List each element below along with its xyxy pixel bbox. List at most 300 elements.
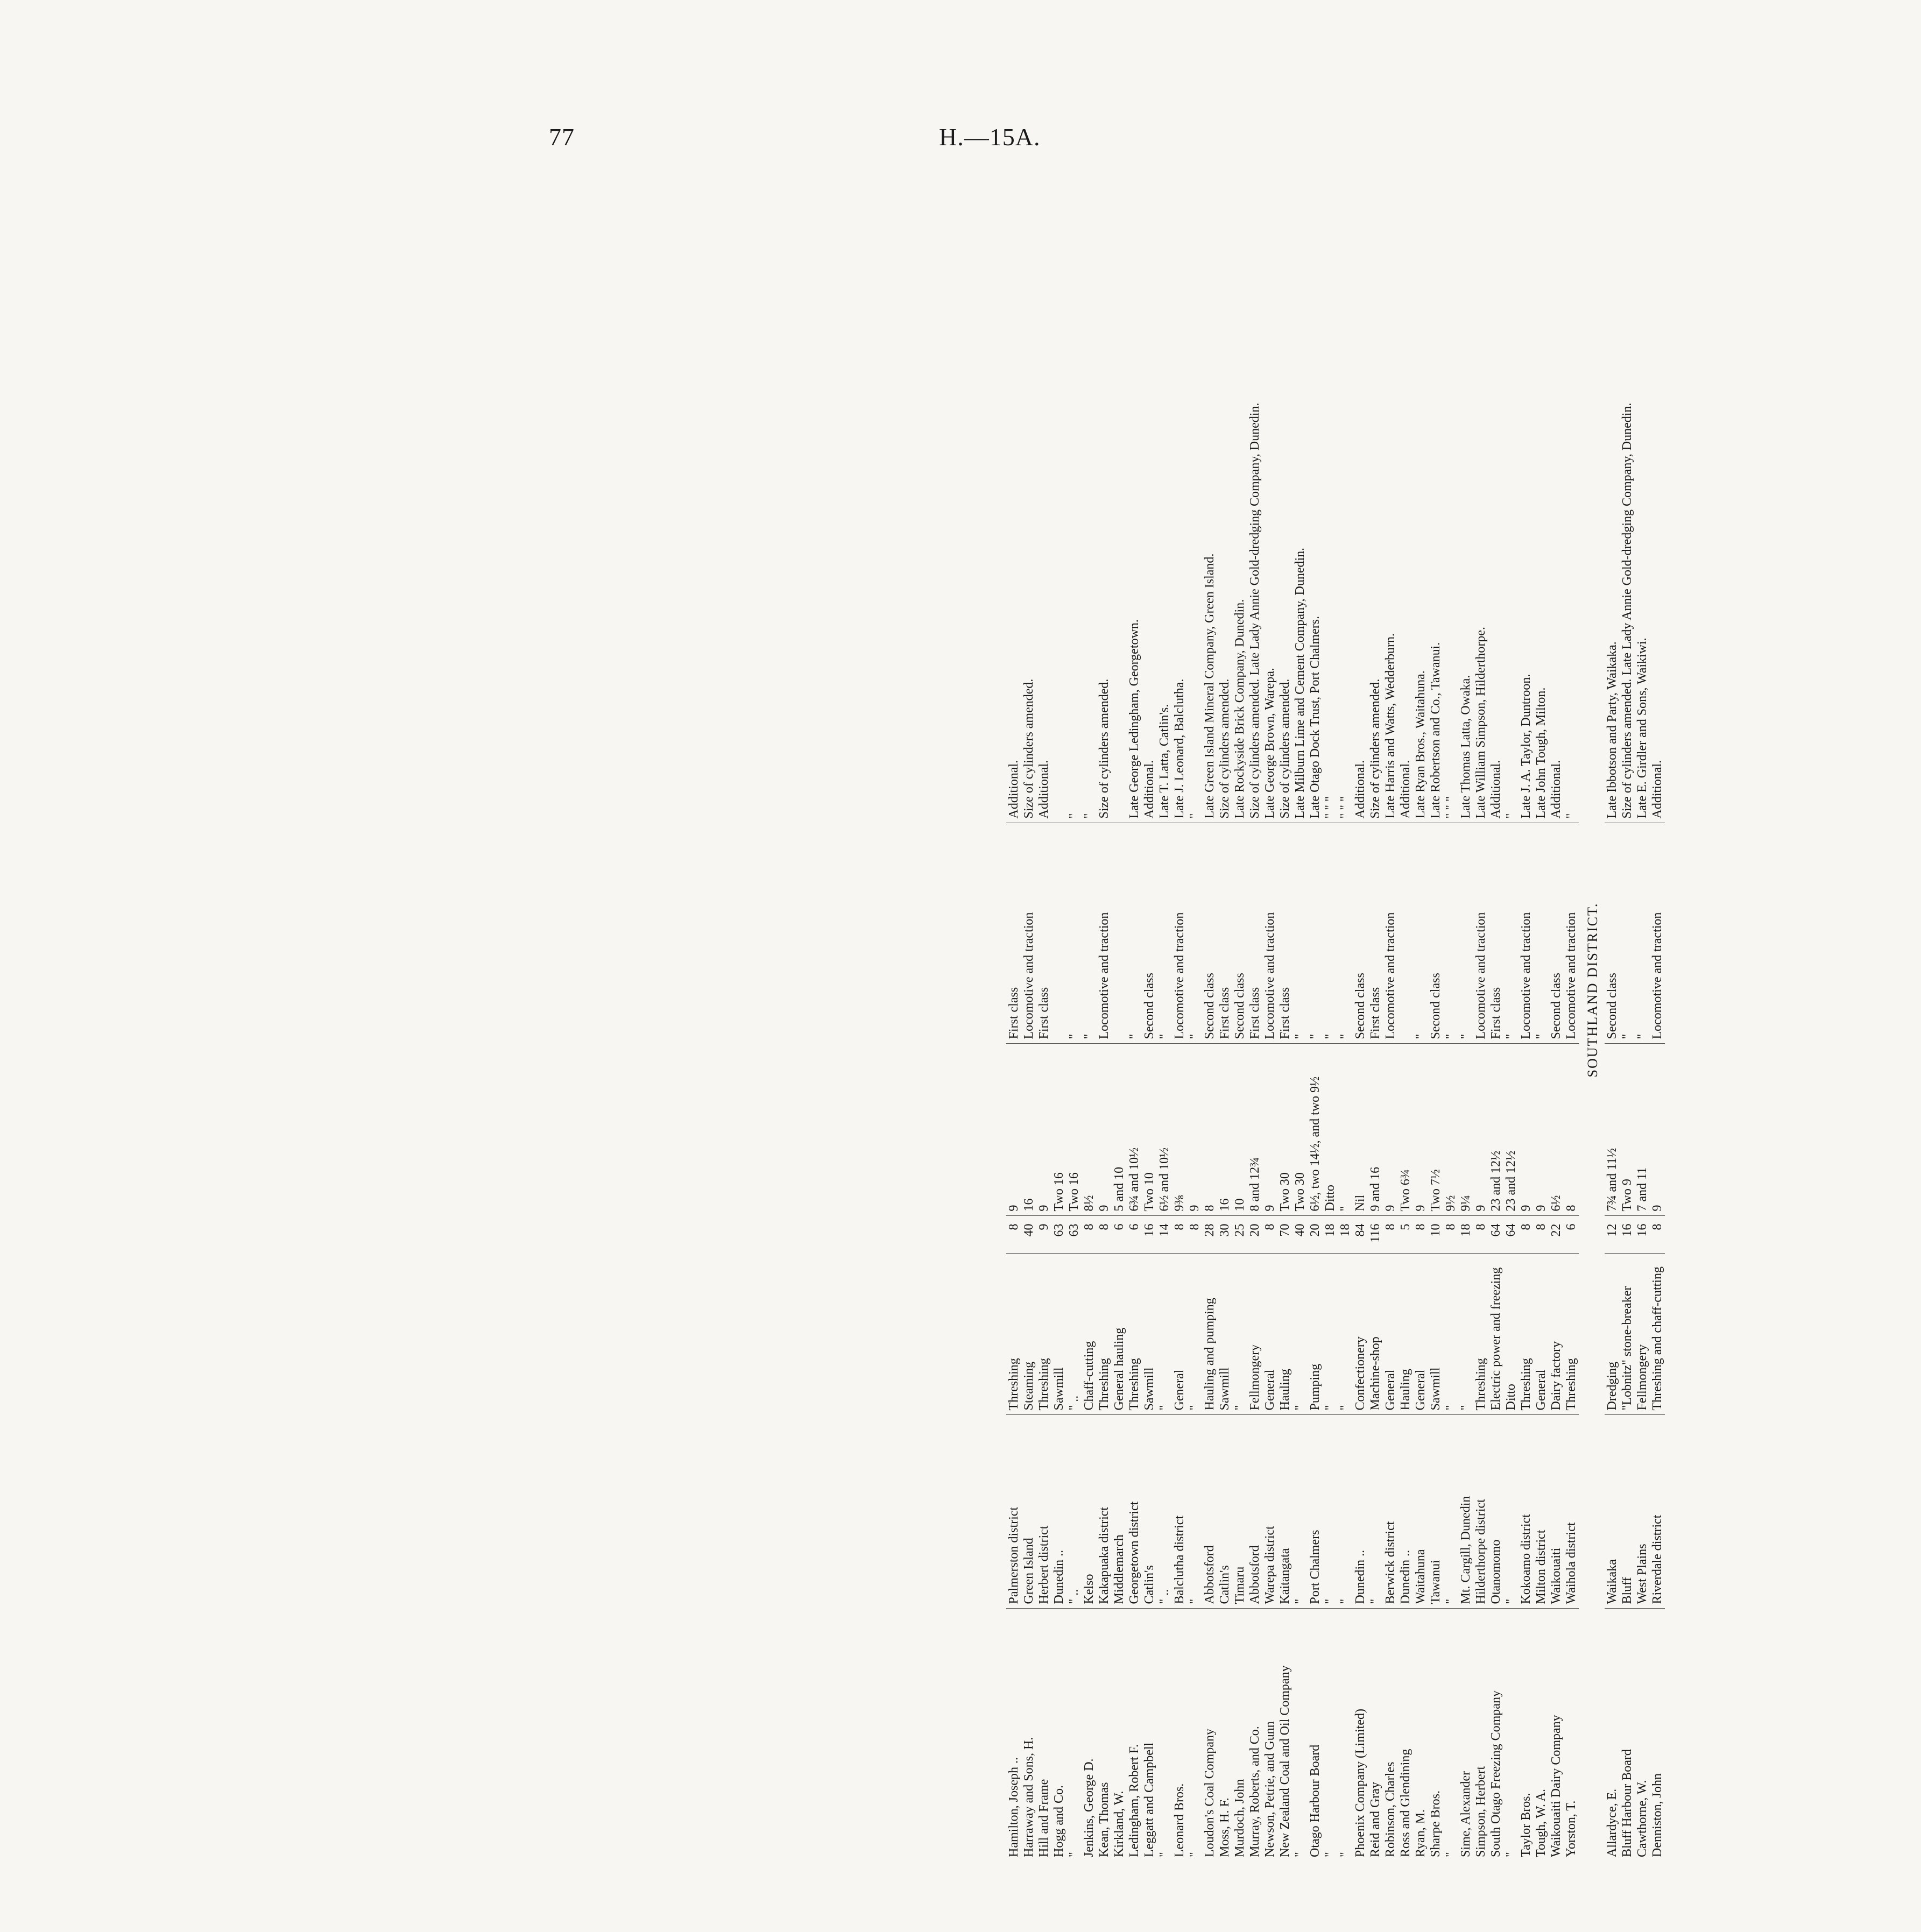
purpose-cell: " xyxy=(1187,1254,1202,1415)
remarks-cell: Late T. Latta, Catlin's. xyxy=(1157,118,1172,823)
district-heading-block xyxy=(1579,118,1605,1862)
owner-name-cell: Waikouaiti Dairy Company xyxy=(1549,1715,1563,1857)
locality-cell: Hilderthorpe district xyxy=(1473,1415,1488,1609)
remarks-cell: " xyxy=(1187,118,1202,823)
cylinders-cell: 10 xyxy=(1232,1044,1247,1216)
remarks-cell: Late Thomas Latta, Owaka. xyxy=(1458,118,1473,823)
locality-cell: Dunedin .. xyxy=(1051,1415,1067,1609)
owner-name-cell: " xyxy=(1293,1852,1307,1857)
owner-name-cell: Ross and Glendining xyxy=(1399,1749,1412,1857)
number-cell: 18 xyxy=(1338,1216,1353,1254)
purpose-cell: Sawmill xyxy=(1217,1254,1232,1415)
engine-class-cell: " xyxy=(1443,823,1458,1044)
owner-name-cell: " xyxy=(1444,1852,1458,1857)
cylinders-cell: 5 and 10 xyxy=(1112,1044,1127,1216)
locality-cell: " .. xyxy=(1067,1415,1082,1609)
engine-class-cell: Second class xyxy=(1232,823,1247,1044)
number-cell: 64 xyxy=(1488,1216,1503,1254)
locality-cell: Waikouaiti xyxy=(1549,1415,1564,1609)
owner-name-cell: Sharpe Bros. xyxy=(1429,1791,1443,1857)
table-row xyxy=(1519,118,1534,1862)
owner-name-cell: Taylor Bros. xyxy=(1519,1793,1533,1857)
locality-cell: Kakapuaka district xyxy=(1097,1415,1112,1609)
table-row xyxy=(1353,118,1368,1862)
number-cell: 8 xyxy=(1383,1216,1398,1254)
table-row xyxy=(1503,118,1519,1862)
table-row xyxy=(1187,118,1202,1862)
purpose-cell: Fellmongery xyxy=(1635,1254,1650,1415)
number-cell: 25 xyxy=(1232,1216,1247,1254)
owner-name-cell: Harraway and Sons, H. xyxy=(1022,1737,1036,1857)
locality-cell: Waitahuna xyxy=(1413,1415,1428,1609)
purpose-cell: Threshing and chaff-cutting xyxy=(1650,1254,1665,1415)
engine-class-cell: " xyxy=(1503,823,1519,1044)
remarks-cell: " xyxy=(1082,118,1097,823)
owner-name-cell: South Otago Freezing Company xyxy=(1489,1690,1503,1857)
cylinders-cell: Two 30 xyxy=(1293,1044,1308,1216)
purpose-cell: Ditto xyxy=(1503,1254,1519,1415)
engine-class-cell: " xyxy=(1067,823,1082,1044)
cylinders-cell: 9⅜ xyxy=(1172,1044,1187,1216)
cylinders-cell: 9 and 16 xyxy=(1368,1044,1383,1216)
locality-cell: Timaru xyxy=(1232,1415,1247,1609)
engine-class-cell: Locomotive and traction xyxy=(1473,823,1488,1044)
engine-class-cell: Locomotive and traction xyxy=(1383,823,1398,1044)
remarks-cell: Size of cylinders amended. xyxy=(1021,118,1036,823)
table-row xyxy=(1277,118,1293,1862)
engine-class-cell: Locomotive and traction xyxy=(1021,823,1036,1044)
table-row xyxy=(1112,118,1127,1862)
purpose-cell: " xyxy=(1338,1254,1353,1415)
locality-cell: Waikaka xyxy=(1605,1415,1620,1609)
owner-name-cell: Kirkland, W. xyxy=(1112,1791,1126,1857)
engine-class-cell: " xyxy=(1413,823,1428,1044)
number-cell: 10 xyxy=(1428,1216,1443,1254)
table-row xyxy=(1323,118,1338,1862)
cylinders-cell: 6½, two 14½, and two 9½ xyxy=(1308,1044,1323,1216)
engine-class-cell: " xyxy=(1323,823,1338,1044)
number-cell: 8 xyxy=(1473,1216,1488,1254)
owner-name-cell: Loudon's Coal Company xyxy=(1203,1729,1217,1857)
owner-name-cell: " xyxy=(1157,1852,1171,1857)
table-row xyxy=(1549,118,1564,1862)
number-cell: 18 xyxy=(1458,1216,1473,1254)
cylinders-cell: 16 xyxy=(1217,1044,1232,1216)
table-row xyxy=(1293,118,1308,1862)
locality-cell: Warepa district xyxy=(1262,1415,1277,1609)
cylinders-cell: 9 xyxy=(1006,1044,1021,1216)
owner-name-cell: Newson, Petrie, and Gunn xyxy=(1263,1721,1277,1857)
cylinders-cell: 9 xyxy=(1413,1044,1428,1216)
table-row xyxy=(1232,118,1247,1862)
cylinders-cell: 9 xyxy=(1036,1044,1051,1216)
cylinders-cell: 6½ and 10½ xyxy=(1157,1044,1172,1216)
remarks-cell: Late George Brown, Warepa. xyxy=(1262,118,1277,823)
number-cell: 14 xyxy=(1157,1216,1172,1254)
cylinders-cell: 9 xyxy=(1473,1044,1488,1216)
number-cell: 6 xyxy=(1564,1216,1579,1254)
engine-class-cell: Locomotive and traction xyxy=(1262,823,1277,1044)
locality-cell: Tawanui xyxy=(1428,1415,1443,1609)
cylinders-cell: 9 xyxy=(1383,1044,1398,1216)
owner-name-cell: Phoenix Company (Limited) xyxy=(1353,1709,1367,1857)
engine-class-cell xyxy=(1051,823,1067,1044)
purpose-cell: General xyxy=(1413,1254,1428,1415)
table-row xyxy=(1635,118,1650,1862)
engine-class-cell: First class xyxy=(1368,823,1383,1044)
cylinders-cell: 9 xyxy=(1519,1044,1534,1216)
owner-name-cell: Ryan, M. xyxy=(1414,1809,1428,1857)
purpose-cell: Threshing xyxy=(1006,1254,1021,1415)
table-row xyxy=(1097,118,1112,1862)
number-cell: 5 xyxy=(1398,1216,1413,1254)
table-row xyxy=(1217,118,1232,1862)
cylinders-cell: Ditto xyxy=(1323,1044,1338,1216)
purpose-cell: General xyxy=(1534,1254,1549,1415)
table-row xyxy=(1368,118,1383,1862)
table-row xyxy=(1036,118,1051,1862)
engine-class-cell xyxy=(1112,823,1127,1044)
boiler-register-table xyxy=(1006,118,1665,1862)
owner-name-cell: " xyxy=(1504,1852,1518,1857)
purpose-cell: " xyxy=(1323,1254,1338,1415)
purpose-cell: Sawmill xyxy=(1428,1254,1443,1415)
cylinders-cell: 8 xyxy=(1564,1044,1579,1216)
table-row xyxy=(1082,118,1097,1862)
owner-name-cell: " xyxy=(1323,1852,1337,1857)
purpose-cell: General xyxy=(1262,1254,1277,1415)
purpose-cell: Threshing xyxy=(1036,1254,1051,1415)
remarks-cell: Additional. xyxy=(1488,118,1503,823)
purpose-cell: " xyxy=(1443,1254,1458,1415)
remarks-cell: Additional. xyxy=(1650,118,1665,823)
table-row xyxy=(1051,118,1067,1862)
cylinders-cell: 8 xyxy=(1202,1044,1217,1216)
locality-cell: Otanomomo xyxy=(1488,1415,1503,1609)
number-cell: 8 xyxy=(1443,1216,1458,1254)
cylinders-cell: Two 10 xyxy=(1142,1044,1157,1216)
number-cell: 20 xyxy=(1247,1216,1262,1254)
remarks-cell xyxy=(1051,118,1067,823)
purpose-cell: Machine-shop xyxy=(1368,1254,1383,1415)
owner-name-cell: Robinson, Charles xyxy=(1383,1761,1397,1857)
owner-name-cell: Murray, Roberts, and Co. xyxy=(1248,1726,1262,1857)
number-cell: 8 xyxy=(1534,1216,1549,1254)
number-cell: 40 xyxy=(1293,1216,1308,1254)
engine-class-cell: Second class xyxy=(1549,823,1564,1044)
table-row xyxy=(1428,118,1443,1862)
engine-class-cell: First class xyxy=(1217,823,1232,1044)
locality-cell: Kokoamo district xyxy=(1519,1415,1534,1609)
remarks-cell: " " " xyxy=(1323,118,1338,823)
purpose-cell: Steaming xyxy=(1021,1254,1036,1415)
purpose-cell: Confectionery xyxy=(1353,1254,1368,1415)
southland-rows xyxy=(1605,118,1665,1862)
cylinders-cell: 16 xyxy=(1021,1044,1036,1216)
cylinders-cell: Two 16 xyxy=(1067,1044,1082,1216)
number-cell: 18 xyxy=(1323,1216,1338,1254)
table-row xyxy=(1458,118,1473,1862)
owner-name-cell: Otago Harbour Board xyxy=(1308,1744,1322,1857)
owner-name-cell: Hogg and Co. xyxy=(1052,1785,1066,1857)
remarks-cell: Late J. Leonard, Balclutha. xyxy=(1172,118,1187,823)
engine-class-cell: Locomotive and traction xyxy=(1564,823,1579,1044)
engine-class-cell: " xyxy=(1620,823,1635,1044)
number-cell: 12 xyxy=(1605,1216,1620,1254)
engine-class-cell: " xyxy=(1338,823,1353,1044)
remarks-cell: Additional. xyxy=(1142,118,1157,823)
number-cell: 28 xyxy=(1202,1216,1217,1254)
engine-class-cell: " xyxy=(1082,823,1097,1044)
purpose-cell: Chaff-cutting xyxy=(1082,1254,1097,1415)
engine-class-cell: First class xyxy=(1247,823,1262,1044)
cylinders-cell: Two 6¾ xyxy=(1398,1044,1413,1216)
remarks-cell: Additional. xyxy=(1549,118,1564,823)
engine-class-cell: First class xyxy=(1488,823,1503,1044)
purpose-cell: Pumping xyxy=(1308,1254,1323,1415)
purpose-cell: Dredging xyxy=(1605,1254,1620,1415)
purpose-cell: " xyxy=(1293,1254,1308,1415)
purpose-cell: Threshing xyxy=(1519,1254,1534,1415)
cylinders-cell: 9 xyxy=(1650,1044,1665,1216)
purpose-cell: Fellmongery xyxy=(1247,1254,1262,1415)
locality-cell: Mt. Cargill, Dunedin xyxy=(1458,1415,1473,1609)
number-cell: 6 xyxy=(1112,1216,1127,1254)
locality-cell: Herbert district xyxy=(1036,1415,1051,1609)
number-cell: 8 xyxy=(1413,1216,1428,1254)
cylinders-cell: 8½ xyxy=(1082,1044,1097,1216)
engine-class-cell: Second class xyxy=(1428,823,1443,1044)
purpose-cell: "Lobnitz" stone-breaker xyxy=(1620,1254,1635,1415)
engine-class-cell: " xyxy=(1293,823,1308,1044)
locality-cell: " xyxy=(1293,1415,1308,1609)
cylinders-cell: Two 16 xyxy=(1051,1044,1067,1216)
owner-name-cell: Denniston, John xyxy=(1650,1773,1664,1857)
table-row xyxy=(1247,118,1262,1862)
remarks-cell xyxy=(1112,118,1127,823)
owner-name-cell: Ledingham, Robert F. xyxy=(1127,1744,1141,1857)
owner-name-cell: New Zealand Coal and Oil Company xyxy=(1278,1665,1292,1857)
locality-cell: Dunedin .. xyxy=(1398,1415,1413,1609)
locality-cell: West Plains xyxy=(1635,1415,1650,1609)
locality-cell: Berwick district xyxy=(1383,1415,1398,1609)
owner-name-cell: Simpson, Herbert xyxy=(1474,1766,1488,1857)
remarks-cell: Size of cylinders amended. xyxy=(1217,118,1232,823)
locality-cell: " xyxy=(1338,1415,1353,1609)
owner-name-cell: Allardyce, E. xyxy=(1605,1788,1619,1857)
table-row xyxy=(1620,118,1635,1862)
locality-cell: Abbotsford xyxy=(1202,1415,1217,1609)
engine-class-cell: Second class xyxy=(1605,823,1620,1044)
cylinders-cell: 6¾ and 10½ xyxy=(1127,1044,1142,1216)
purpose-cell: Threshing xyxy=(1127,1254,1142,1415)
owner-name-cell: " xyxy=(1067,1852,1081,1857)
locality-cell: Catlin's xyxy=(1217,1415,1232,1609)
table-row xyxy=(1473,118,1488,1862)
table-row xyxy=(1157,118,1172,1862)
purpose-cell: General xyxy=(1172,1254,1187,1415)
purpose-cell: Electric power and freezing xyxy=(1488,1254,1503,1415)
remarks-cell: Late Green Island Mineral Company, Green Island. xyxy=(1202,118,1217,823)
engine-class-cell: First class xyxy=(1036,823,1051,1044)
table-row xyxy=(1413,118,1428,1862)
purpose-cell: " xyxy=(1458,1254,1473,1415)
table-row xyxy=(1383,118,1398,1862)
purpose-cell: General hauling xyxy=(1112,1254,1127,1415)
locality-cell: " xyxy=(1187,1415,1202,1609)
number-cell: 8 xyxy=(1172,1216,1187,1254)
remarks-cell: Late Otago Dock Trust, Port Chalmers. xyxy=(1308,118,1323,823)
cylinders-cell: 6½ xyxy=(1549,1044,1564,1216)
owner-name-cell: " xyxy=(1188,1852,1202,1857)
purpose-cell: Sawmill xyxy=(1142,1254,1157,1415)
cylinders-cell: Two 30 xyxy=(1277,1044,1293,1216)
table-row xyxy=(1202,118,1217,1862)
remarks-cell: Size of cylinders amended. xyxy=(1097,118,1112,823)
number-cell: 84 xyxy=(1353,1216,1368,1254)
number-cell: 16 xyxy=(1635,1216,1650,1254)
table-row xyxy=(1534,118,1549,1862)
otago-rows xyxy=(1006,118,1579,1862)
remarks-cell: Size of cylinders amended. Late Lady Annie Gold-dredging Company, Dunedin. xyxy=(1247,118,1262,823)
table-row xyxy=(1021,118,1036,1862)
district-heading: SOUTHLAND DISTRICT. xyxy=(1585,902,1600,1078)
owner-name-cell: Tough, W. A. xyxy=(1534,1788,1548,1857)
number-cell: 63 xyxy=(1067,1216,1082,1254)
number-cell: 8 xyxy=(1519,1216,1534,1254)
number-cell: 8 xyxy=(1082,1216,1097,1254)
rotated-table-area xyxy=(1006,118,1921,1862)
owner-name-cell: " xyxy=(1338,1852,1352,1857)
engine-class-cell: " xyxy=(1157,823,1172,1044)
number-cell: 8 xyxy=(1097,1216,1112,1254)
purpose-cell: " xyxy=(1232,1254,1247,1415)
table-row xyxy=(1172,118,1187,1862)
purpose-cell: Dairy factory xyxy=(1549,1254,1564,1415)
locality-cell: Port Chalmers xyxy=(1308,1415,1323,1609)
owner-name-cell: Yorston, T. xyxy=(1564,1800,1578,1857)
remarks-cell: Late E. Girdler and Sons, Waikiwi. xyxy=(1635,118,1650,823)
page-reference: H.—15A. xyxy=(939,123,1041,151)
engine-class-cell: Second class xyxy=(1142,823,1157,1044)
engine-class-cell: " xyxy=(1308,823,1323,1044)
locality-cell: " xyxy=(1503,1415,1519,1609)
number-cell: 70 xyxy=(1277,1216,1293,1254)
number-cell: 63 xyxy=(1051,1216,1067,1254)
table-row xyxy=(1067,118,1082,1862)
locality-cell: " xyxy=(1323,1415,1338,1609)
cylinders-cell: 9 xyxy=(1097,1044,1112,1216)
owner-name-cell: Leonard Bros. xyxy=(1173,1783,1186,1857)
number-cell: 116 xyxy=(1368,1216,1383,1254)
remarks-cell: Late William Simpson, Hilderthorpe. xyxy=(1473,118,1488,823)
owner-name-cell: Bluff Harbour Board xyxy=(1620,1749,1634,1857)
engine-class-cell: Locomotive and traction xyxy=(1650,823,1665,1044)
cylinders-cell: 9 xyxy=(1187,1044,1202,1216)
remarks-cell: Late Rockyside Brick Company, Dunedin. xyxy=(1232,118,1247,823)
engine-class-cell xyxy=(1398,823,1413,1044)
number-cell: 9 xyxy=(1036,1216,1051,1254)
table-row xyxy=(1398,118,1413,1862)
number-cell: 8 xyxy=(1650,1216,1665,1254)
locality-cell: Abbotsford xyxy=(1247,1415,1262,1609)
cylinders-cell: Two 7½ xyxy=(1428,1044,1443,1216)
table-row xyxy=(1338,118,1353,1862)
remarks-cell: Late John Tough, Milton. xyxy=(1534,118,1549,823)
table-row xyxy=(1142,118,1157,1862)
purpose-cell: General xyxy=(1383,1254,1398,1415)
cylinders-cell: 23 and 12½ xyxy=(1503,1044,1519,1216)
locality-cell: " xyxy=(1443,1415,1458,1609)
owner-name-cell: Reid and Gray xyxy=(1368,1782,1382,1857)
owner-name-cell: Sime, Alexander xyxy=(1459,1771,1473,1857)
locality-cell: Bluff xyxy=(1620,1415,1635,1609)
number-cell: 30 xyxy=(1217,1216,1232,1254)
locality-cell: Milton district xyxy=(1534,1415,1549,1609)
purpose-cell: " xyxy=(1157,1254,1172,1415)
locality-cell: Kelso xyxy=(1082,1415,1097,1609)
cylinders-cell: " xyxy=(1338,1044,1353,1216)
table-row xyxy=(1443,118,1458,1862)
number-cell: 6 xyxy=(1127,1216,1142,1254)
number-cell: 16 xyxy=(1142,1216,1157,1254)
table-row xyxy=(1127,118,1142,1862)
purpose-cell: Sawmill xyxy=(1051,1254,1067,1415)
remarks-cell: Late Robertson and Co., Tawanui. xyxy=(1428,118,1443,823)
remarks-cell: " xyxy=(1503,118,1519,823)
engine-class-cell: Locomotive and traction xyxy=(1097,823,1112,1044)
number-cell: 16 xyxy=(1620,1216,1635,1254)
purpose-cell: Threshing xyxy=(1564,1254,1579,1415)
remarks-cell: " " " xyxy=(1338,118,1353,823)
engine-class-cell: Second class xyxy=(1202,823,1217,1044)
number-cell: 22 xyxy=(1549,1216,1564,1254)
purpose-cell: Hauling xyxy=(1398,1254,1413,1415)
locality-cell: Green Island xyxy=(1021,1415,1036,1609)
remarks-cell: Late Harris and Watts, Wedderburn. xyxy=(1383,118,1398,823)
engine-class-cell: " xyxy=(1127,823,1142,1044)
cylinders-cell: 8 and 12¾ xyxy=(1247,1044,1262,1216)
remarks-cell: " xyxy=(1067,118,1082,823)
locality-cell: Dunedin .. xyxy=(1353,1415,1368,1609)
remarks-cell: Size of cylinders amended. xyxy=(1368,118,1383,823)
number-cell: 8 xyxy=(1006,1216,1021,1254)
cylinders-cell: 9 xyxy=(1534,1044,1549,1216)
number-cell: 40 xyxy=(1021,1216,1036,1254)
remarks-cell: Late Milburn Lime and Cement Company, Dunedin. xyxy=(1293,118,1308,823)
purpose-cell: Hauling xyxy=(1277,1254,1293,1415)
engine-class-cell: Locomotive and traction xyxy=(1172,823,1187,1044)
cylinders-cell: 9½ xyxy=(1443,1044,1458,1216)
engine-class-cell: " xyxy=(1187,823,1202,1044)
owner-name-cell: Hill and Frame xyxy=(1037,1779,1051,1857)
cylinders-cell: 9 xyxy=(1262,1044,1277,1216)
table-row xyxy=(1006,118,1021,1862)
remarks-cell: Late Ryan Bros., Waitahuna. xyxy=(1413,118,1428,823)
cylinders-cell: Two 9 xyxy=(1620,1044,1635,1216)
purpose-cell: Threshing xyxy=(1097,1254,1112,1415)
table-row xyxy=(1308,118,1323,1862)
engine-class-cell: First class xyxy=(1277,823,1293,1044)
remarks-cell: Late George Ledingham, Georgetown. xyxy=(1127,118,1142,823)
remarks-cell: " " " xyxy=(1443,118,1458,823)
locality-cell: Kaitangata xyxy=(1277,1415,1293,1609)
locality-cell: " xyxy=(1368,1415,1383,1609)
remarks-cell: " xyxy=(1564,118,1579,823)
cylinders-cell: 7 and 11 xyxy=(1635,1044,1650,1216)
remarks-cell: Additional. xyxy=(1006,118,1021,823)
cylinders-cell: 7¾ and 11½ xyxy=(1605,1044,1620,1216)
